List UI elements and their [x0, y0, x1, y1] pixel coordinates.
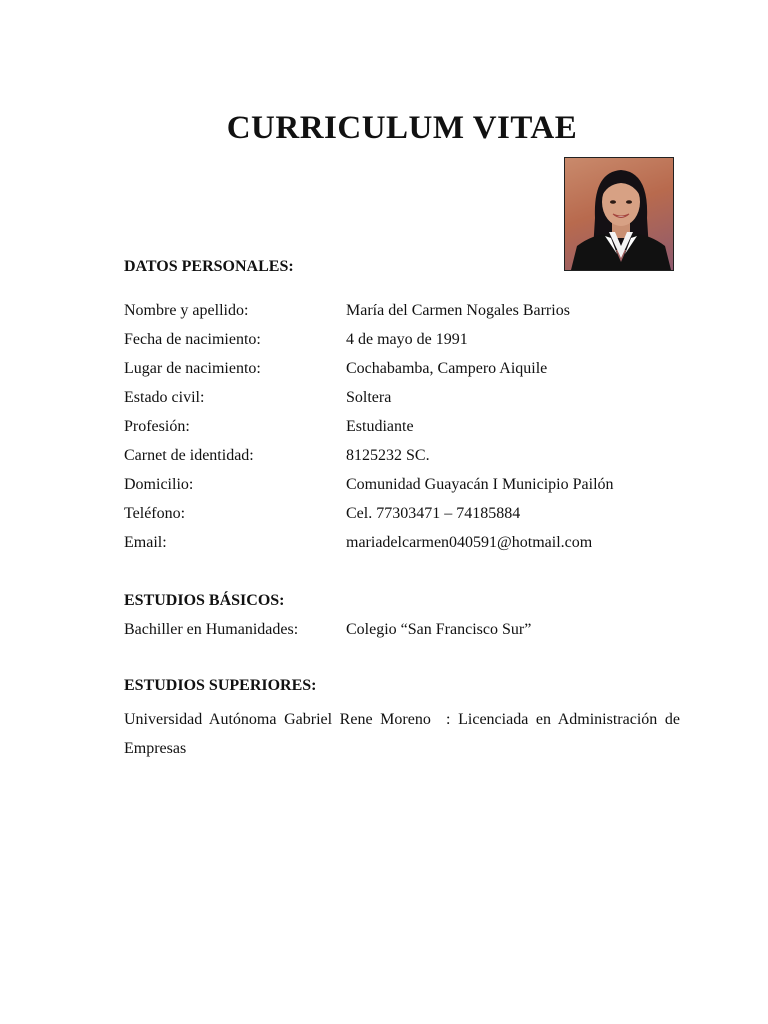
row-label: Teléfono: [124, 505, 186, 522]
document-title: CURRICULUM VITAE [226, 110, 578, 146]
row-label: Profesión: [124, 418, 190, 435]
row-value: Cochabamba, Campero Aiquile [346, 360, 548, 377]
row-value: 8125232 SC. [346, 447, 430, 464]
section-heading-personal: DATOS PERSONALES: [124, 258, 294, 275]
info-row-birthplace [124, 360, 684, 380]
row-label: Email: [124, 534, 167, 551]
row-value: Cel. 77303471 – 74185884 [346, 505, 521, 522]
row-label: Bachiller en Humanidades: [124, 621, 299, 638]
section-heading-basic-studies: ESTUDIOS BÁSICOS: [124, 592, 285, 609]
row-value: Estudiante [346, 418, 414, 435]
row-value: Comunidad Guayacán I Municipio Pailón [346, 476, 614, 493]
info-row-high-school [124, 621, 684, 641]
row-label: Estado civil: [124, 389, 205, 406]
row-value: Soltera [346, 389, 392, 406]
row-label: Carnet de identidad: [124, 447, 254, 464]
info-row-address [124, 476, 684, 496]
section-heading-higher-studies: ESTUDIOS SUPERIORES: [124, 677, 317, 694]
info-row-name [124, 302, 684, 322]
row-value: 4 de mayo de 1991 [346, 331, 468, 348]
info-row-email [124, 534, 684, 554]
row-value: Colegio “San Francisco Sur” [346, 621, 532, 638]
info-row-profession [124, 418, 684, 438]
row-value: mariadelcarmen040591@hotmail.com [346, 534, 593, 551]
row-label: Fecha de nacimiento: [124, 331, 261, 348]
info-row-civil-status [124, 389, 684, 409]
info-row-birthdate [124, 331, 684, 351]
row-label: Domicilio: [124, 476, 194, 493]
info-row-id-card [124, 447, 684, 467]
row-label: Nombre y apellido: [124, 302, 249, 319]
row-value: María del Carmen Nogales Barrios [346, 302, 570, 319]
row-label: Lugar de nacimiento: [124, 360, 261, 377]
higher-studies-text: Universidad Autónoma Gabriel Rene Moreno : Licenciada en Administración de Empresas [124, 711, 684, 757]
profile-photo [564, 157, 674, 271]
info-row-phone [124, 505, 684, 525]
